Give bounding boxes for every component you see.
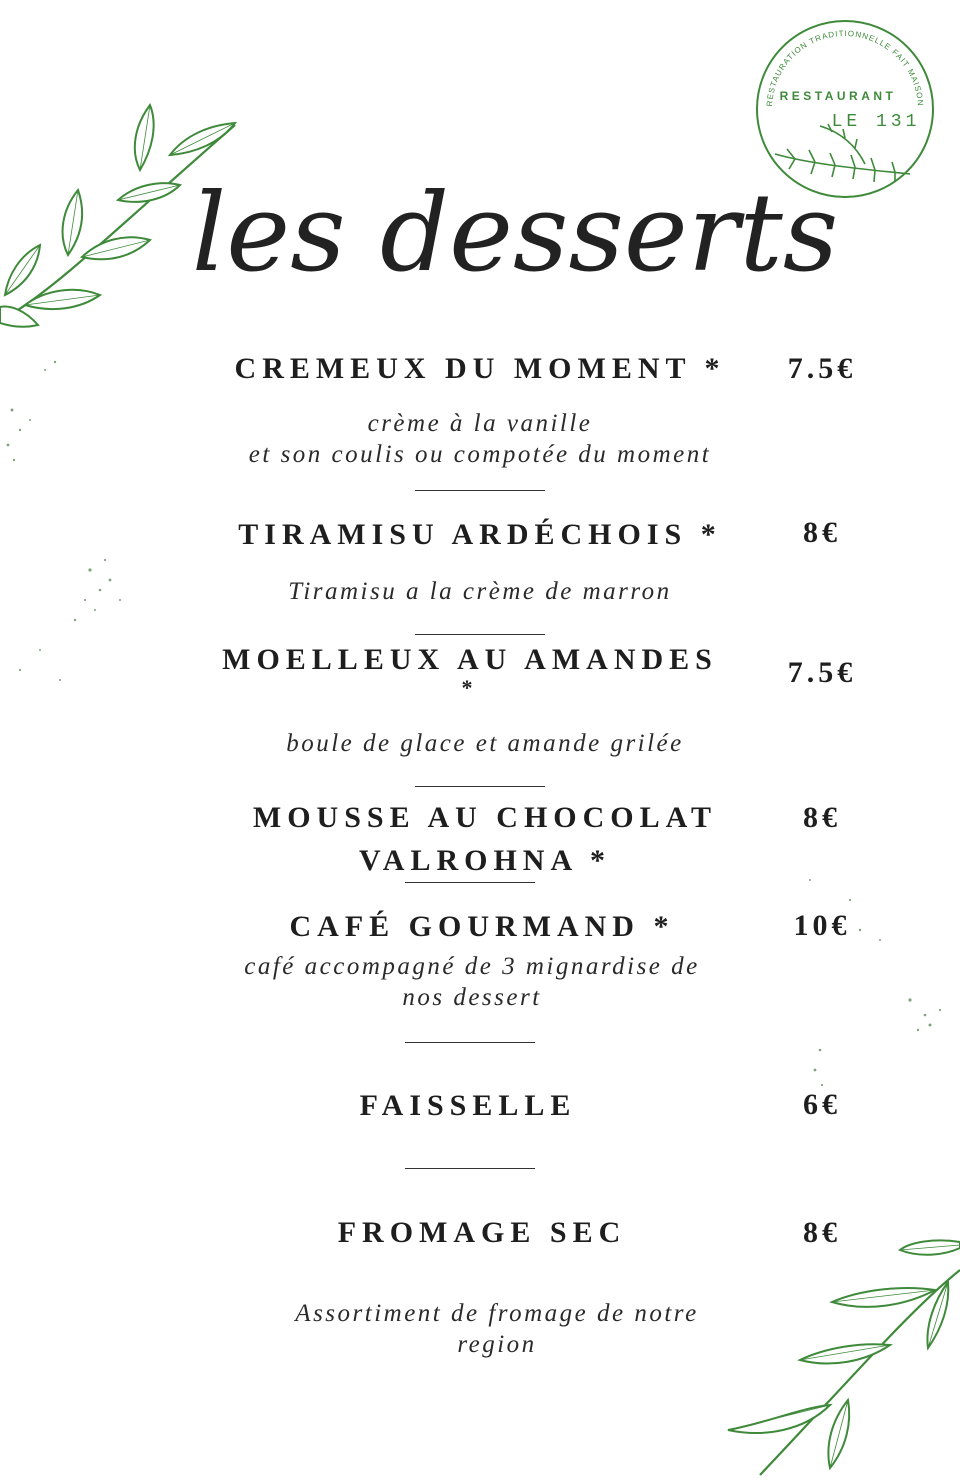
item-name: CREMEUX DU MOMENT * — [234, 352, 726, 385]
item-description-line: Tiramisu a la crème de marron — [288, 578, 672, 605]
item-description-line: Assortiment de fromage de notre — [295, 1300, 699, 1327]
item-name-line: VALROHNA * — [359, 844, 611, 877]
item-description — [197, 1298, 797, 1360]
item-name-line: MOELLEUX AU AMANDES — [222, 643, 718, 676]
item-name — [185, 796, 785, 882]
divider — [405, 882, 535, 883]
item-name: FAISSELLE — [359, 1089, 577, 1122]
item-description-line: et son coulis ou compotée du moment — [248, 441, 712, 468]
item-price: 7.5€ — [787, 352, 857, 385]
item-price: 8€ — [803, 1216, 841, 1249]
divider — [415, 490, 545, 491]
menu-title-text: les desserts — [191, 171, 839, 296]
item-description-line: region — [457, 1331, 537, 1358]
divider — [405, 1168, 535, 1169]
item-name: CAFÉ GOURMAND * — [289, 910, 675, 943]
item-description-line: crème à la vanille — [367, 410, 593, 437]
speckle-right-icon — [760, 840, 960, 1100]
item-price: 7.5€ — [787, 656, 857, 689]
item-name — [170, 642, 770, 698]
speckle-left-icon — [0, 350, 160, 730]
logo-line1: RESTAURANT — [779, 89, 897, 103]
logo-arc-text: RESTAURATION TRADITIONNELLE FAIT MAISON — [764, 28, 926, 107]
menu-title — [191, 150, 839, 320]
item-price: 8€ — [803, 801, 841, 834]
item-description-line: café accompagné de 3 mignardise de — [244, 953, 700, 980]
divider — [415, 634, 545, 635]
item-description-line: boule de glace et amande grilée — [286, 730, 684, 757]
divider — [415, 786, 545, 787]
item-description-line: nos dessert — [402, 984, 542, 1011]
logo-line2: LE 131 — [831, 112, 921, 132]
item-description — [180, 408, 780, 470]
item-price: 10€ — [793, 909, 851, 942]
item-price: 8€ — [803, 516, 841, 549]
item-name: TIRAMISU ARDÉCHOIS * — [238, 518, 722, 551]
item-name-line: * — [461, 675, 479, 700]
item-price: 6€ — [803, 1088, 841, 1121]
divider — [405, 1042, 535, 1043]
item-name-line: MOUSSE AU CHOCOLAT — [252, 801, 718, 834]
item-description — [172, 951, 772, 1013]
item-description — [185, 728, 785, 759]
item-name: FROMAGE SEC — [337, 1216, 627, 1249]
item-description — [180, 576, 780, 607]
